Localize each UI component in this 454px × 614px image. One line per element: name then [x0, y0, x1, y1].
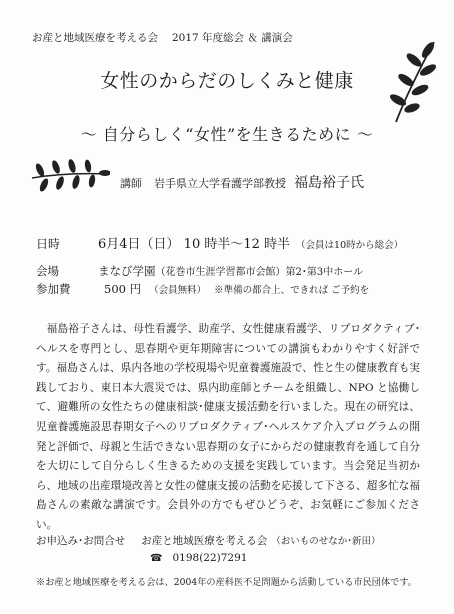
date-label: 日時	[36, 237, 61, 251]
speaker-name: 福島裕子氏	[294, 175, 364, 191]
page-title: 女性のからだのしくみと健康	[100, 70, 354, 92]
speaker-line	[120, 172, 364, 192]
fee-member: （会員無料）	[149, 285, 207, 296]
date-row	[36, 233, 403, 252]
phone-number: 0198(22)7291	[172, 552, 248, 564]
header-line	[32, 30, 293, 45]
venue-value: まなび学園	[98, 264, 156, 278]
contact-label: お申込み･お問合せ	[36, 535, 126, 547]
speaker-label: 講師	[120, 177, 142, 190]
page-subtitle: ～ 自分らしく“女性”を生きるために ～	[80, 125, 374, 144]
phone-icon: ☎	[150, 553, 163, 564]
date-value: 6月4日（日） 10 時半～12 時半	[98, 237, 291, 252]
fee-row	[36, 281, 369, 297]
contact-line	[36, 533, 381, 548]
fee-note: ※準備の都合上、できれば ご予約を	[214, 285, 370, 296]
body-paragraph: 福島裕子さんは、母性看護学、助産学、女性健康看護学、リプロダクティブ･ヘルスを専門とし、思春期や更年期障害についての講演もわかりやすく好評です。福島さんは、県内各地の学校現場や児童養護施設で、性と生の健康教育も実践しており、東日本大震災では、県内助産師とチームを組織し、NPO と協働して、避難所の女性たちの健康相談･健康支援活動を行いました。現在の研究は、児童養護施設思春期女子へのリプロダクティブ･ヘルスケア介入プログラムの開発と評価で、母親と生活できない思春期の女子にからだの健康教育を通して自分を大切にして自分らしく生きるための支援を実践しています。当会発足当初から、地域の出産環境改善と女性の健康支援の活動を応援して下さる、超多忙な福島さんの素敵な講演です。会員外の方でもぜひどうぞ、お気軽にご参加ください。	[36, 323, 420, 531]
venue-row	[36, 263, 363, 279]
date-note: （会員は10時から総会）	[296, 240, 404, 251]
venue-sub: （花巻市生涯学習都市会館）第2･第3中ホール	[155, 267, 364, 278]
fee-value: 500 円	[104, 282, 142, 296]
phone-line	[150, 552, 247, 564]
contact-sub: （おいものせなか･新田）	[271, 536, 381, 547]
contact-org: お産と地域医療を考える会	[141, 535, 268, 547]
header-event: 2017 年度総会 ＆ 講演会	[172, 32, 293, 44]
header-org: お産と地域医療を考える会	[32, 32, 158, 44]
venue-label: 会場	[36, 264, 59, 278]
speaker-role: 岩手県立大学看護学部教授	[154, 177, 286, 190]
leaf-branch-icon	[30, 158, 110, 192]
footnote: ※お産と地域医療を考える会は、2004年の産科医不足問題から活動している市民団体です。	[36, 577, 417, 588]
fee-label: 参加費	[36, 282, 71, 296]
